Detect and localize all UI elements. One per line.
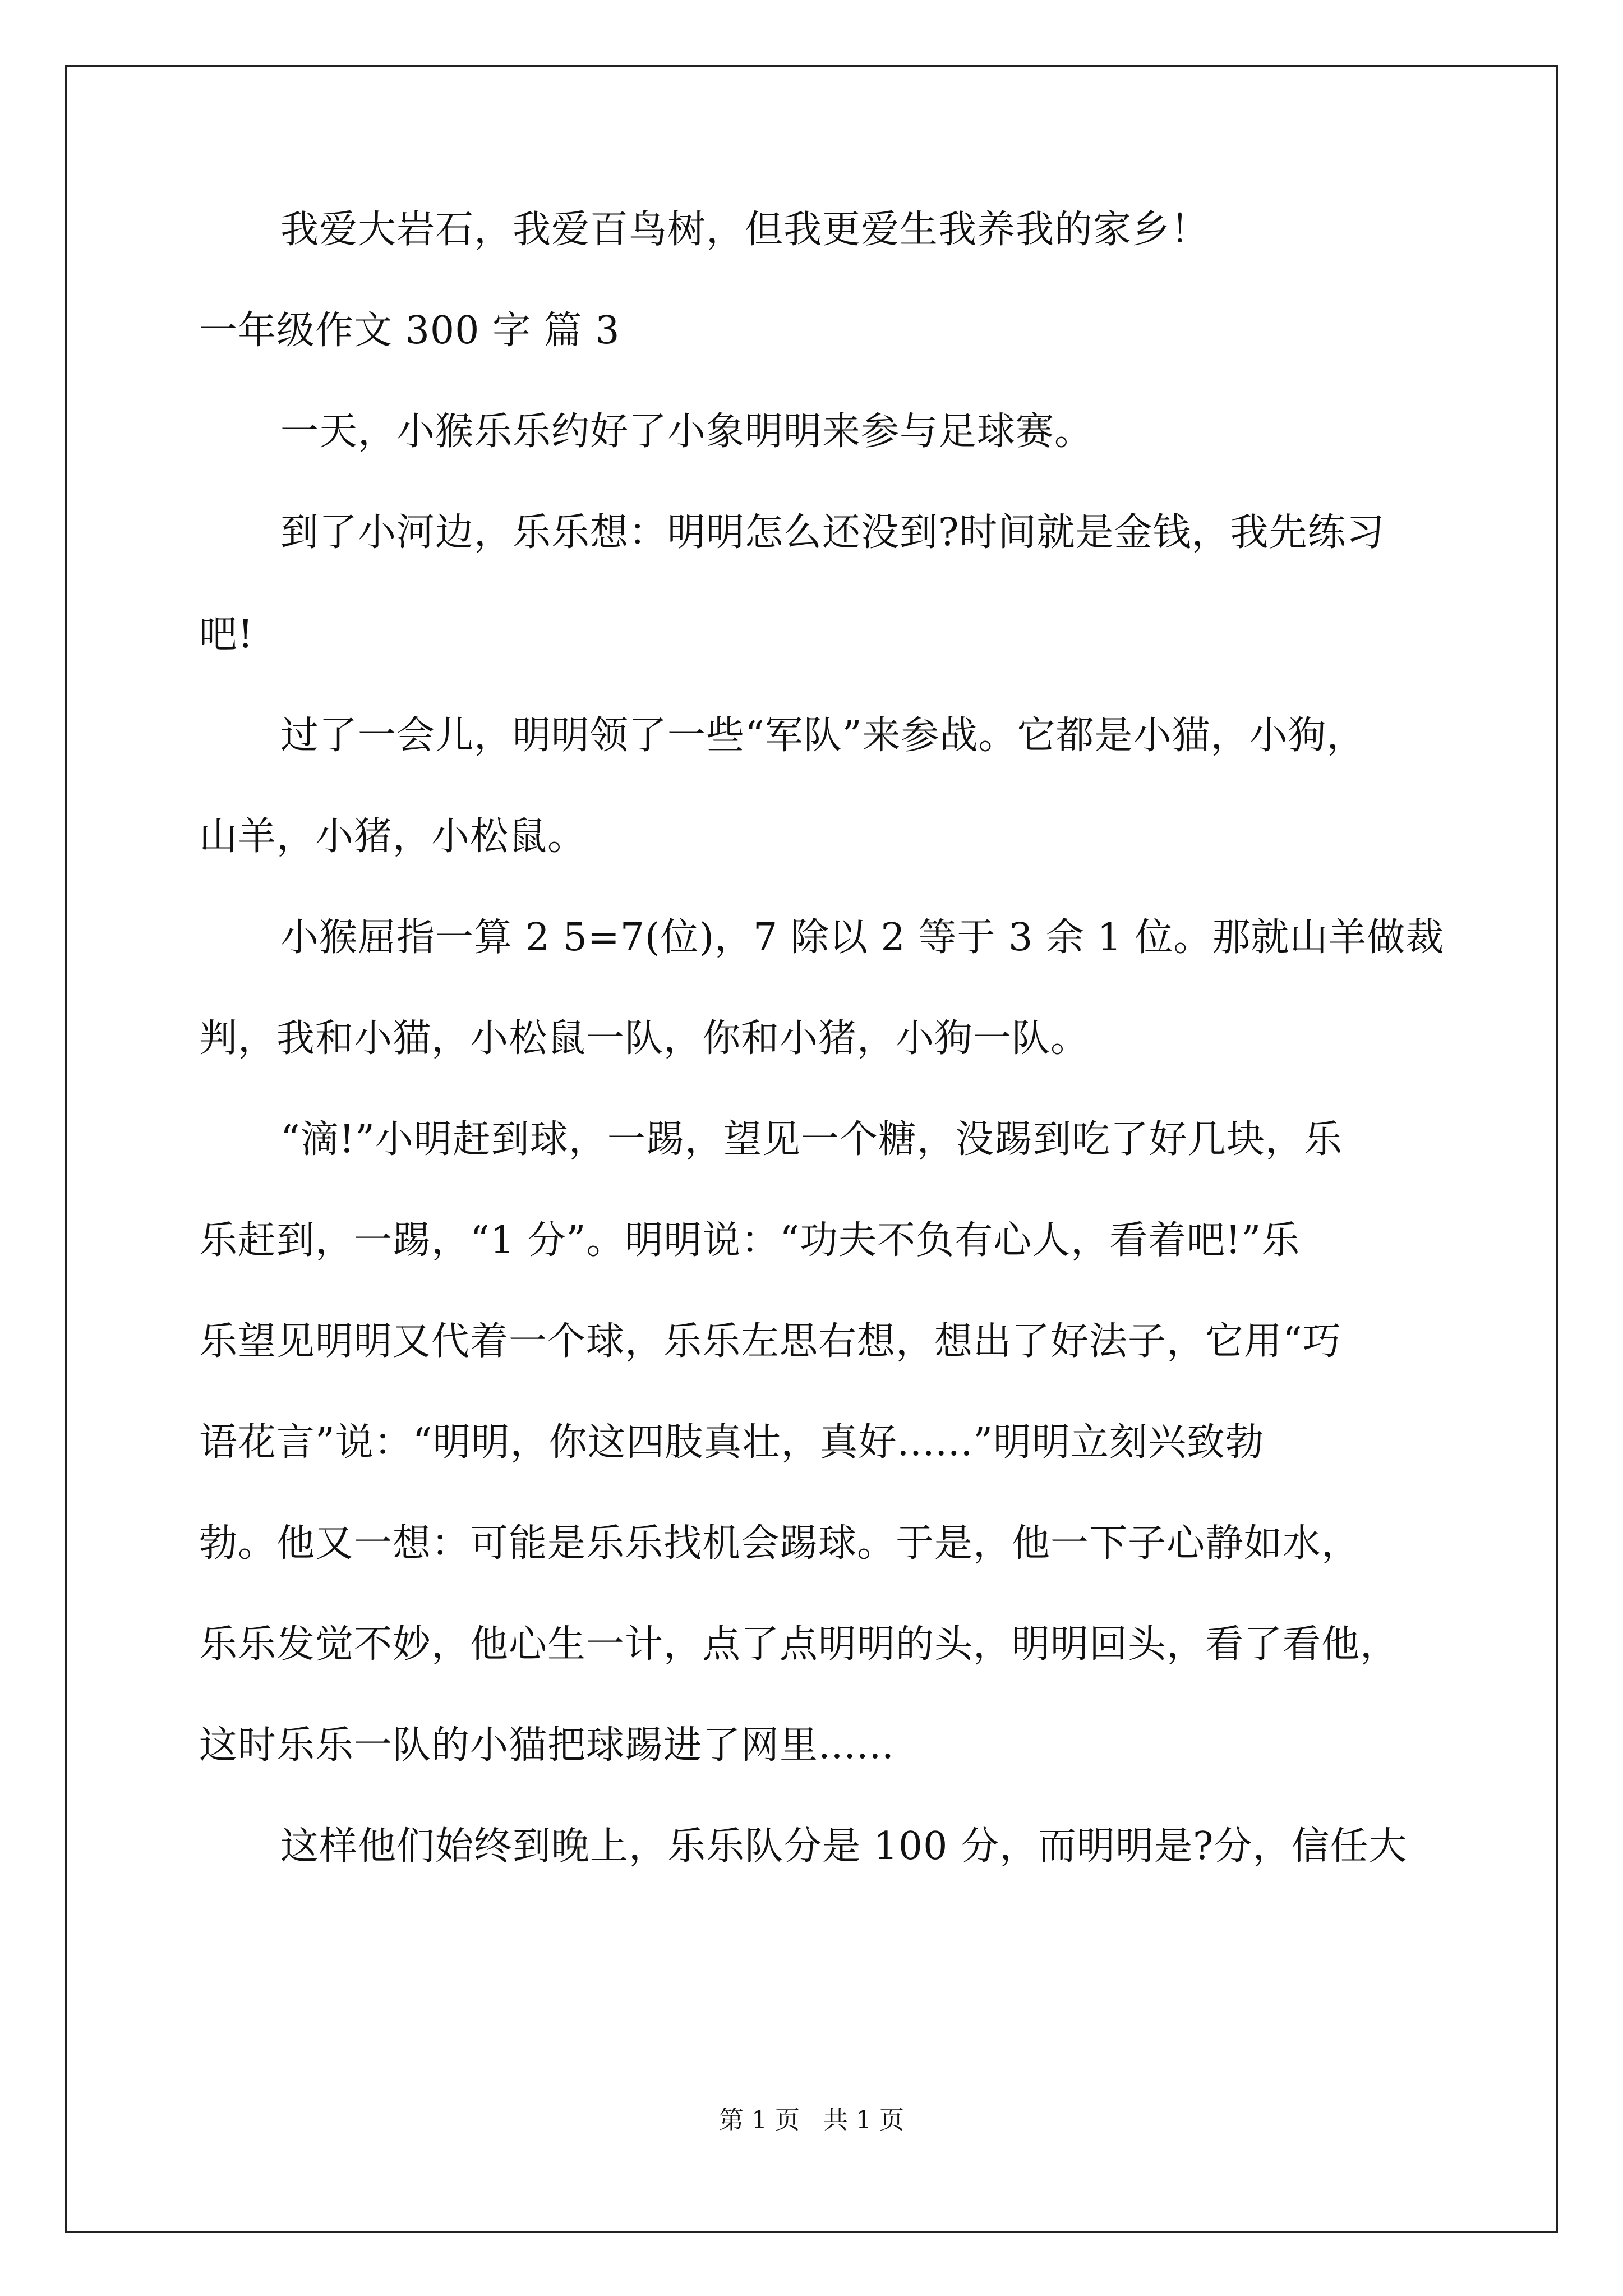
paragraph-line: 吧! (199, 613, 254, 657)
paragraph-line: 乐赶到，一踢，“1 分”。明明说：“功夫不负有心人，看着吧!”乐 (199, 1218, 1301, 1263)
page-footer (0, 2105, 1623, 2136)
paragraph-line: 到了小河边，乐乐想：明明怎么还没到?时间就是金钱，我先练习 (280, 510, 1385, 555)
paragraph-line: 勃。他又一想：可能是乐乐找机会踢球。于是，他一下子心静如水， (199, 1521, 1361, 1566)
paragraph-line: 这时乐乐一队的小猫把球踢进了网里...... (199, 1723, 895, 1768)
section-heading: 一年级作文 300 字 篇 3 (199, 309, 620, 353)
paragraph-line: 语花言”说：“明明，你这四肢真壮，真好......”明明立刻兴致勃 (199, 1420, 1264, 1465)
paragraph-line: 我爱大岩石，我爱百鸟树，但我更爱生我养我的家乡！ (280, 208, 1210, 252)
paragraph-line: 乐望见明明又代着一个球，乐乐左思右想，想出了好法子，它用“巧 (199, 1319, 1341, 1364)
paragraph-line: 乐乐发觉不妙，他心生一计，点了点明明的头，明明回头，看了看他， (199, 1622, 1399, 1667)
paragraph-line: “滴!”小明赶到球，一踢，望见一个糖，没踢到吃了好几块，乐 (280, 1117, 1343, 1162)
page-number: 第 1 页 共 1 页 (719, 2106, 904, 2134)
paragraph-line: 小猴屈指一算 2 5=7(位)，7 除以 2 等于 3 余 1 位。那就山羊做裁 (280, 915, 1445, 960)
paragraph-line: 一天，小猴乐乐约好了小象明明来参与足球赛。 (280, 409, 1094, 454)
paragraph-line: 这样他们始终到晚上，乐乐队分是 100 分，而明明是?分，信任大 (280, 1824, 1408, 1869)
paragraph-line: 判，我和小猫，小松鼠一队，你和小猪，小狗一队。 (199, 1016, 1090, 1061)
paragraph-line: 山羊，小猪，小松鼠。 (199, 815, 587, 859)
paragraph-line: 过了一会儿，明明领了一些“军队”来参战。它都是小猫，小狗， (280, 714, 1366, 758)
